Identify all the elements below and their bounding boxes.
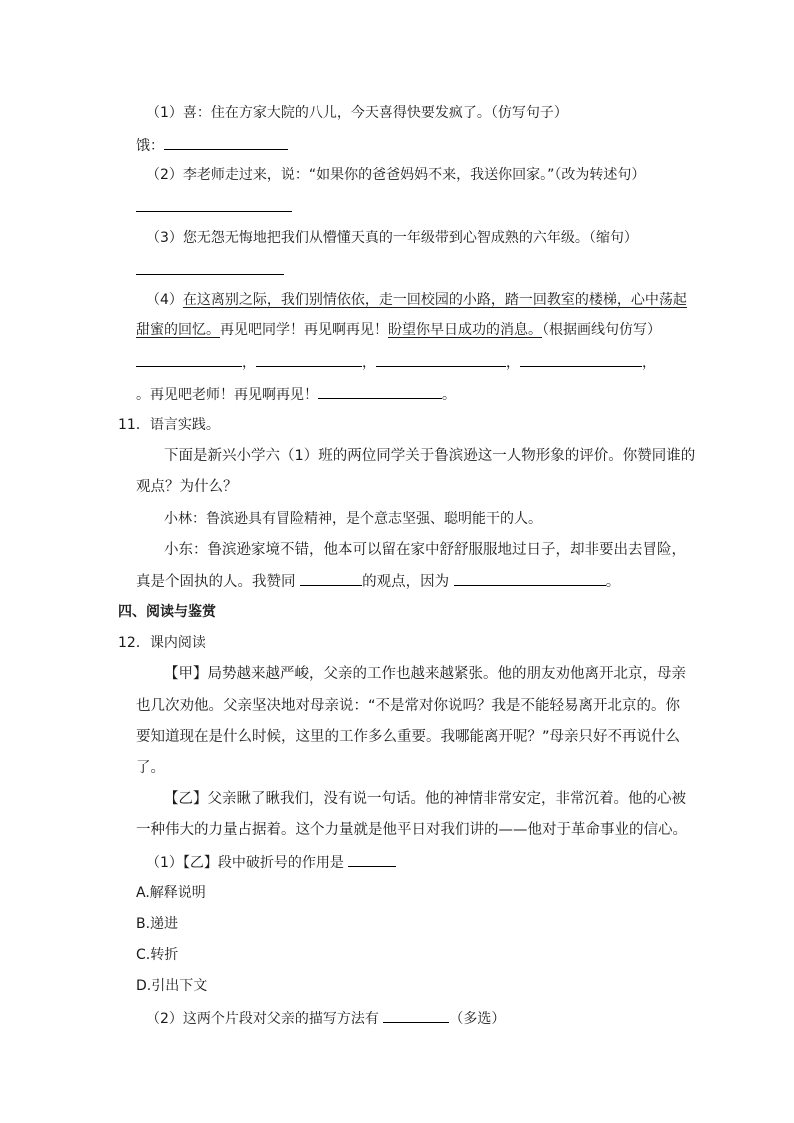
q10-sentence-2: （2）李老师走过来，说：“如果你的爸爸妈妈不来，我送你回家。”（改为转述句）: [146, 167, 646, 183]
underlined-sentence: 在这离别之际，我们别情依依，走一回校园的小路，踏一回教室的楼梯，心中荡起: [182, 292, 687, 308]
sentence-text: 的观点，因为: [362, 574, 454, 590]
question-text: （1）【乙】段中破折号的作用是: [146, 855, 349, 871]
instruction-note: （多选）: [449, 1011, 506, 1027]
q12-sub-question-2: [146, 1008, 505, 1028]
answer-blank[interactable]: [256, 352, 362, 367]
q11-paragraph-2: 小林：鲁滨逊具有冒险精神，是个意志坚强、聪明能干的人。: [164, 511, 542, 527]
answer-blank[interactable]: [136, 260, 284, 275]
q12-yi-line-2: 一种伟大的力量占据着。这个力量就是他平日对我们讲的——他对于革命事业的信心。: [136, 822, 687, 838]
q11-title: 11．语言实践。: [118, 417, 220, 433]
answer-blank[interactable]: [164, 135, 288, 150]
q11-paragraph-1: 下面是新兴小学六（1）班的两位同学关于鲁滨逊这一人物形象的评价。你赞同谁的: [164, 448, 696, 464]
option-d[interactable]: D.引出下文: [136, 978, 208, 994]
answer-prefix: 饿：: [136, 138, 164, 154]
period: 。: [442, 387, 456, 403]
answer-blank[interactable]: [376, 352, 506, 367]
underlined-sentence: 盼望你早日成功的消息。: [388, 322, 542, 338]
comma: ，: [642, 355, 656, 371]
q12-jia-line-2: 也几次劝他。父亲坚决地对母亲说：“不是常对你说吗？我是不能轻易离开北京的。你: [136, 698, 681, 714]
answer-blank[interactable]: [454, 571, 606, 586]
section-4-title: 四、阅读与鉴赏: [118, 604, 216, 620]
q10-sentence-4-line-1: [146, 290, 687, 310]
answer-blank[interactable]: [136, 197, 292, 212]
q10-answer-line-2: [136, 197, 292, 217]
sentence-text: 。再见吧老师！再见啊再见！: [136, 387, 318, 403]
q10-sentence-3: （3）您无怨无悔地把我们从懵懂天真的一年级带到心智成熟的六年级。（缩句）: [146, 230, 638, 246]
answer-blank[interactable]: [300, 571, 362, 586]
q12-yi-line-1: 【乙】父亲瞅了瞅我们，没有说一句话。他的神情非常安定，非常沉着。他的心被: [164, 791, 686, 807]
option-c[interactable]: C.转折: [136, 947, 179, 963]
comma: ，: [242, 355, 256, 371]
q10-sentence-4-line-2: [136, 320, 661, 340]
q12-jia-line-3: 要知道现在是什么时候，这里的工作多么重要。我哪能离开呢？”母亲只好不再说什么: [136, 729, 681, 745]
q11-paragraph-3b: [136, 571, 620, 591]
option-a[interactable]: A.解释说明: [136, 885, 206, 901]
q10-answer-line-1: [136, 135, 288, 155]
sentence-text: 再见吧同学！再见啊再见！: [220, 322, 388, 338]
answer-blank[interactable]: [348, 852, 396, 867]
q12-jia-line-4: 了。: [136, 760, 165, 776]
q11-paragraph-3: 小东：鲁滨逊家境不错，他本可以留在家中舒舒服服地过日子，却非要出去冒险，: [164, 542, 686, 558]
question-text: （2）这两个片段对父亲的描写方法有: [146, 1011, 384, 1027]
q12-title: 12．课内阅读: [118, 635, 206, 651]
q10-answer-line-5: [136, 384, 456, 404]
answer-blank[interactable]: [383, 1008, 449, 1023]
comma: ，: [506, 355, 520, 371]
q10-answer-line-3: [136, 260, 284, 280]
underlined-sentence: 甜蜜的回忆。: [136, 322, 220, 338]
answer-blank[interactable]: [318, 384, 442, 399]
q12-sub-question-1: [146, 852, 396, 872]
period: 。: [605, 574, 621, 590]
option-b[interactable]: B.递进: [136, 916, 179, 932]
answer-blank[interactable]: [520, 352, 642, 367]
q12-jia-line-1: 【甲】局势越来越严峻，父亲的工作也越来越紧张。他的朋友劝他离开北京，母亲: [164, 666, 686, 682]
comma: ，: [362, 355, 376, 371]
q10-sentence-1: （1）喜：住在方家大院的八儿，今天喜得快要发疯了。（仿写句子）: [146, 105, 568, 121]
sentence-text: 真是个固执的人。我赞同: [136, 574, 301, 590]
sentence-label: （4）: [146, 292, 183, 308]
answer-blank[interactable]: [136, 352, 242, 367]
q11-paragraph-1b: 观点？为什么？: [136, 479, 238, 495]
instruction-note: （根据画线句仿写）: [542, 322, 661, 338]
q10-answer-line-4: [136, 352, 656, 372]
